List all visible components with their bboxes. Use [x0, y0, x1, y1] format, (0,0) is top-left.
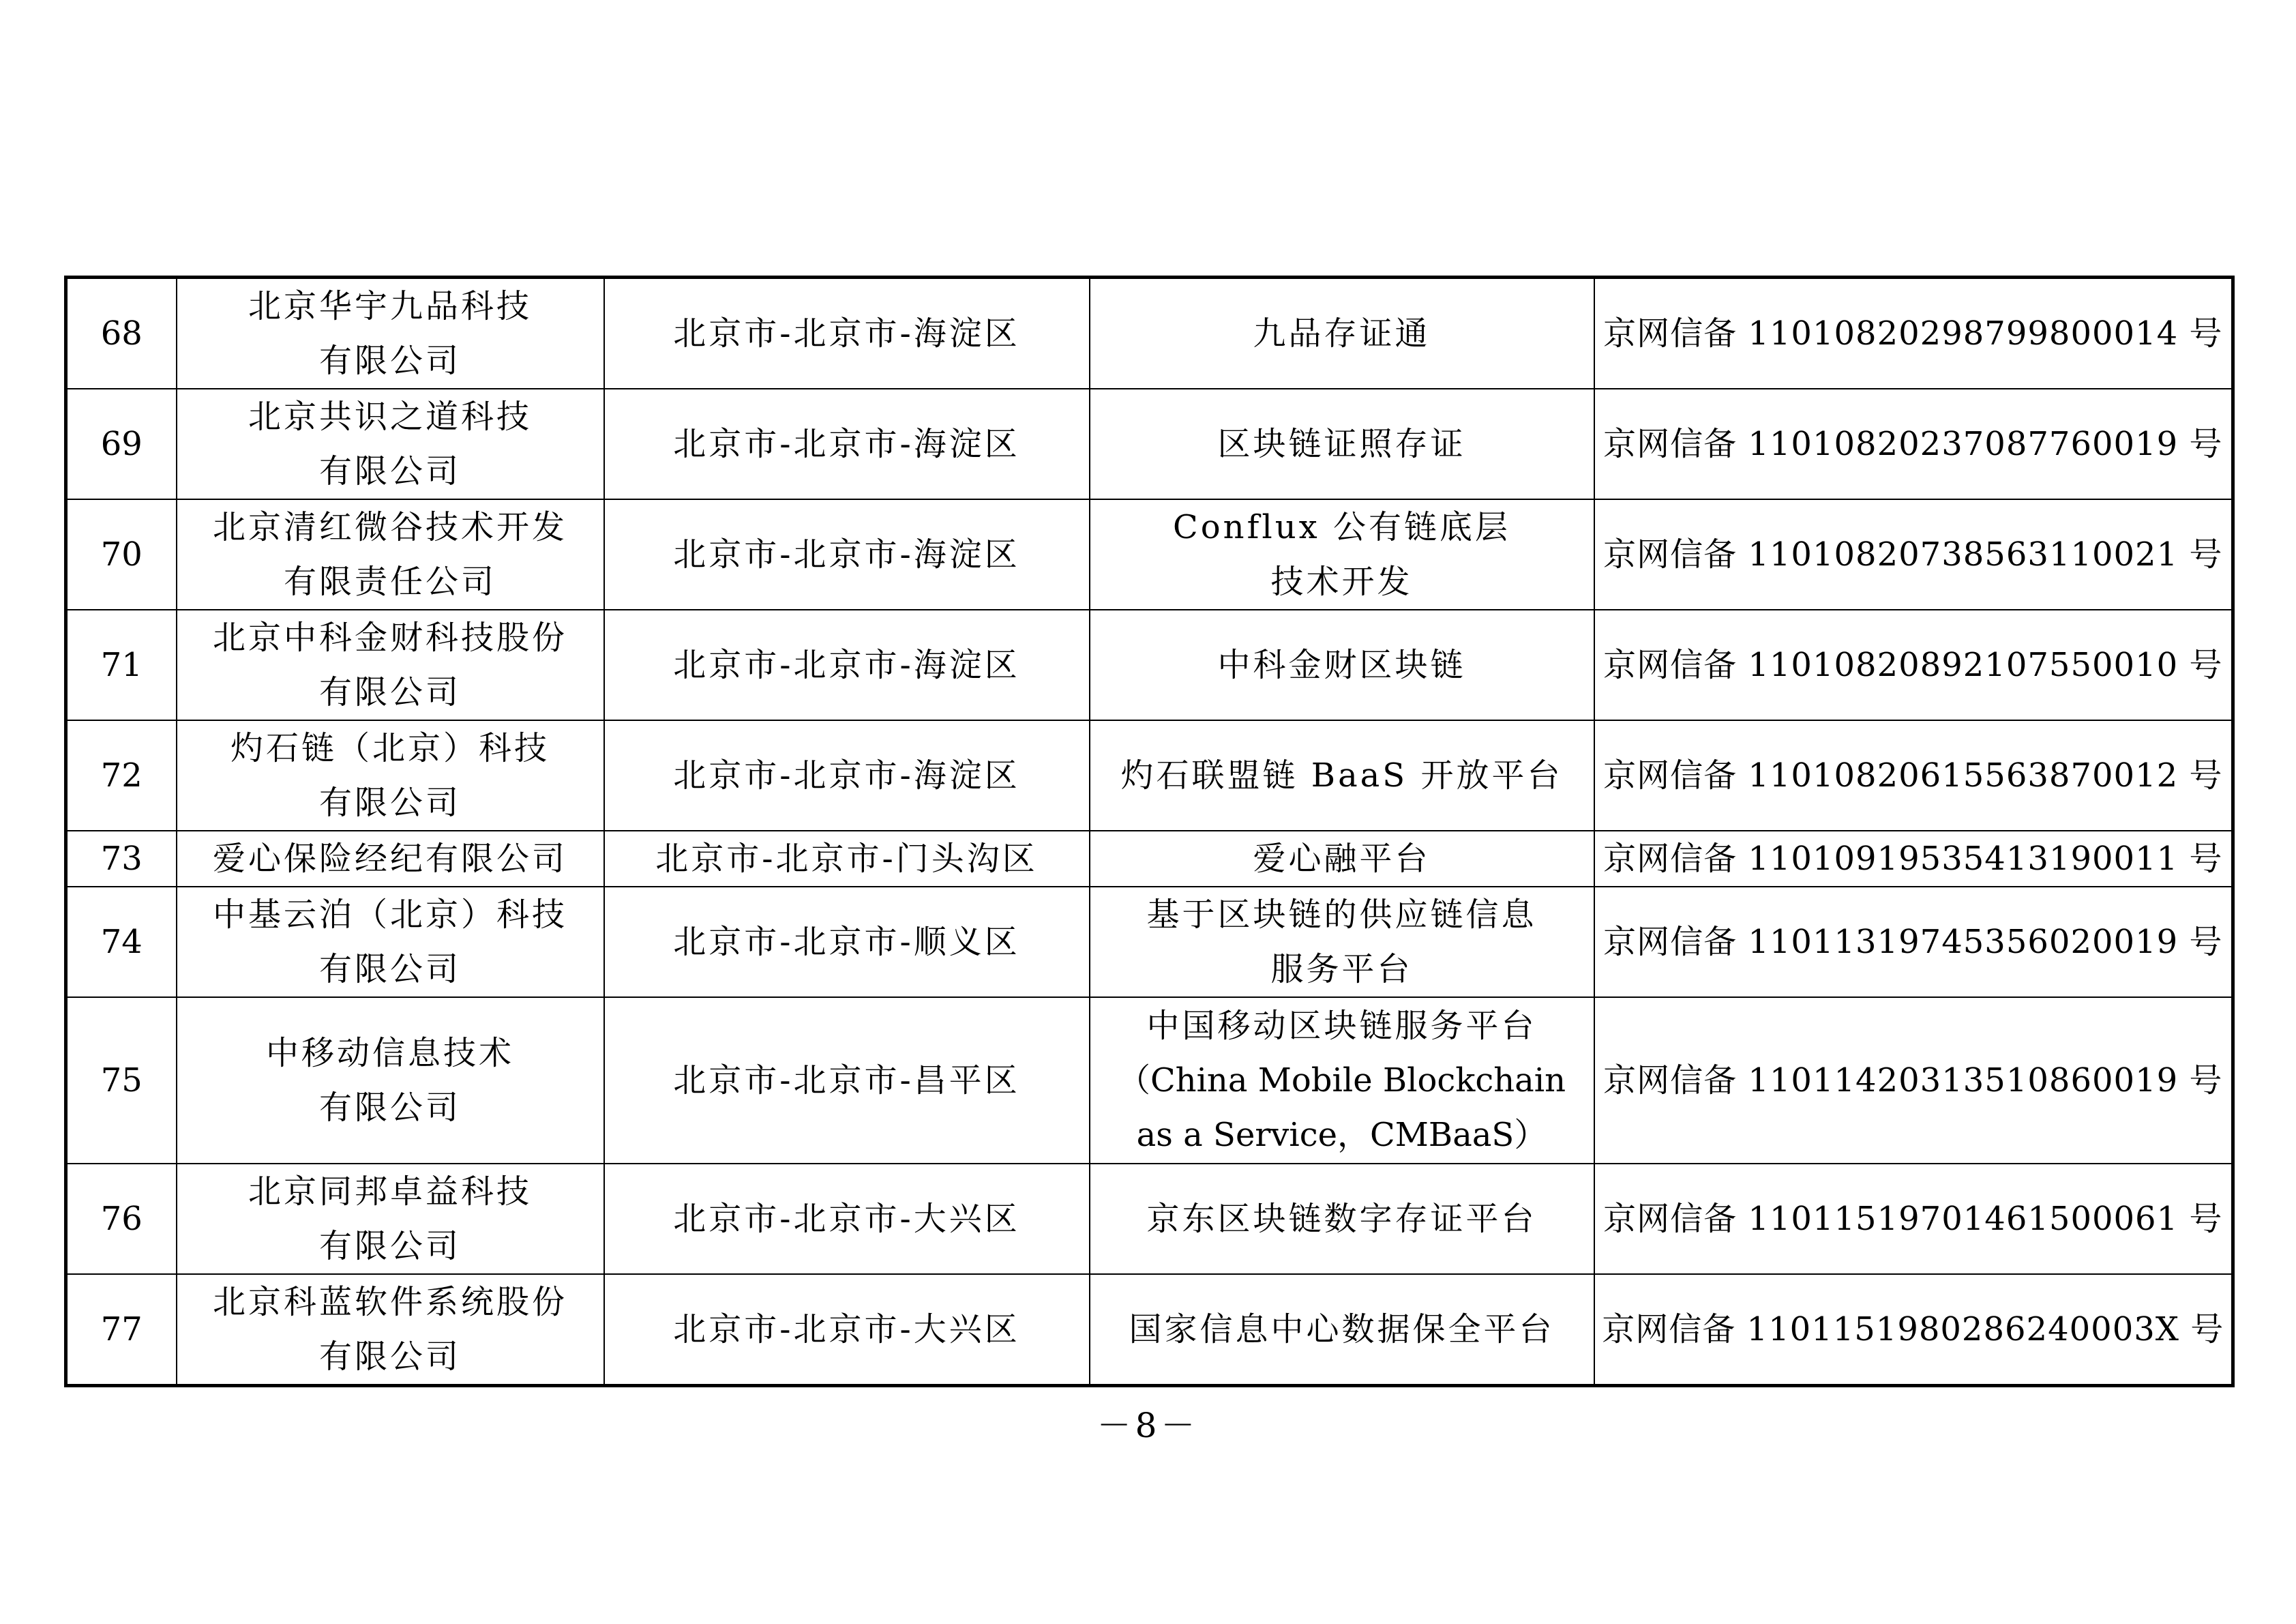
filing-number: 京网信备 11011319745356020019 号: [1594, 887, 2233, 997]
row-number: 69: [66, 389, 177, 499]
service-name: [1090, 997, 1594, 1164]
service-name-line: 灼石联盟链 BaaS 开放平台: [1120, 756, 1563, 795]
page-number: －8－: [1097, 1406, 1199, 1445]
company-name-line: 有限公司: [318, 452, 461, 490]
company-name: [177, 499, 604, 610]
company-name-line: 中基云泊（北京）科技: [212, 896, 567, 934]
company-name: [177, 278, 604, 389]
company-name-line: 有限公司: [318, 1338, 461, 1376]
service-name: [1090, 887, 1594, 997]
region: 北京市-北京市-昌平区: [604, 997, 1090, 1164]
service-name: [1090, 720, 1594, 831]
service-name: [1090, 1164, 1594, 1274]
company-name-line: 有限公司: [318, 950, 461, 988]
filing-number: 京网信备 11011519701461500061 号: [1594, 1164, 2233, 1274]
region: 北京市-北京市-门头沟区: [604, 831, 1090, 887]
service-name: [1090, 1274, 1594, 1386]
company-name: [177, 997, 604, 1164]
service-name-line: 基于区块链的供应链信息: [1146, 896, 1537, 934]
region: 北京市-北京市-海淀区: [604, 499, 1090, 610]
company-name: [177, 389, 604, 499]
region: 北京市-北京市-大兴区: [604, 1274, 1090, 1386]
service-name-line: 中国移动区块链服务平台: [1146, 1007, 1537, 1045]
company-name-line: 有限公司: [318, 342, 461, 380]
row-number: 74: [66, 887, 177, 997]
table-row: [66, 720, 2233, 831]
service-name-line: Conflux 公有链底层: [1173, 508, 1510, 546]
filing-number: 京网信备 11010820892107550010 号: [1594, 610, 2233, 720]
row-number: 72: [66, 720, 177, 831]
service-name: [1090, 389, 1594, 499]
company-name-line: 北京华宇九品科技: [248, 287, 532, 325]
blockchain-registry-table: [64, 276, 2235, 1387]
region: 北京市-北京市-顺义区: [604, 887, 1090, 997]
table-row: [66, 499, 2233, 610]
filing-number: 京网信备 11010820298799800014 号: [1594, 278, 2233, 389]
company-name-line: 灼石链（北京）科技: [230, 729, 550, 767]
service-name: [1090, 278, 1594, 389]
company-name-line: 北京同邦卓益科技: [248, 1172, 532, 1211]
row-number: 70: [66, 499, 177, 610]
service-name-line: （China Mobile Blockchain: [1117, 1061, 1566, 1099]
region: 北京市-北京市-海淀区: [604, 389, 1090, 499]
table-row: [66, 831, 2233, 887]
region: 北京市-北京市-海淀区: [604, 278, 1090, 389]
row-number: 68: [66, 278, 177, 389]
company-name: [177, 720, 604, 831]
filing-number: 京网信备 11010820237087760019 号: [1594, 389, 2233, 499]
company-name-line: 北京清红微谷技术开发: [212, 508, 567, 546]
company-name-line: 北京中科金财科技股份: [212, 619, 567, 657]
company-name-line: 有限公司: [318, 673, 461, 711]
service-name-line: 国家信息中心数据保全平台: [1129, 1310, 1555, 1348]
row-number: 71: [66, 610, 177, 720]
company-name-line: 有限责任公司: [283, 563, 496, 601]
company-name-line: 有限公司: [318, 1089, 461, 1127]
table-body: [66, 278, 2233, 1386]
service-name-line: 服务平台: [1270, 950, 1413, 988]
filing-number: 京网信备 1101151980286240003X 号: [1594, 1274, 2233, 1386]
filing-number: 京网信备 11011420313510860019 号: [1594, 997, 2233, 1164]
table-row: [66, 997, 2233, 1164]
row-number: 77: [66, 1274, 177, 1386]
company-name: [177, 1274, 604, 1386]
company-name: [177, 887, 604, 997]
company-name-line: 有限公司: [318, 784, 461, 822]
table-row: [66, 389, 2233, 499]
service-name-line: 爱心融平台: [1253, 840, 1431, 878]
company-name: [177, 831, 604, 887]
company-name-line: 北京科蓝软件系统股份: [212, 1283, 567, 1321]
table-row: [66, 278, 2233, 389]
row-number: 73: [66, 831, 177, 887]
row-number: 75: [66, 997, 177, 1164]
company-name-line: 北京共识之道科技: [248, 398, 532, 436]
service-name-line: as a Service，CMBaaS）: [1136, 1116, 1547, 1154]
service-name: [1090, 831, 1594, 887]
service-name-line: 京东区块链数字存证平台: [1146, 1200, 1537, 1238]
company-name-line: 有限公司: [318, 1227, 461, 1265]
service-name-line: 九品存证通: [1253, 314, 1431, 353]
table-row: [66, 1164, 2233, 1274]
table-row: [66, 610, 2233, 720]
company-name: [177, 610, 604, 720]
service-name: [1090, 610, 1594, 720]
company-name: [177, 1164, 604, 1274]
table-row: [66, 1274, 2233, 1386]
row-number: 76: [66, 1164, 177, 1274]
service-name-line: 中科金财区块链: [1217, 646, 1466, 684]
filing-number: 京网信备 11010820738563110021 号: [1594, 499, 2233, 610]
region: 北京市-北京市-大兴区: [604, 1164, 1090, 1274]
service-name-line: 技术开发: [1270, 563, 1413, 601]
region: 北京市-北京市-海淀区: [604, 720, 1090, 831]
service-name-line: 区块链证照存证: [1217, 425, 1466, 463]
company-name-line: 爱心保险经纪有限公司: [212, 840, 567, 878]
company-name-line: 中移动信息技术: [265, 1034, 514, 1072]
table-row: [66, 887, 2233, 997]
service-name: [1090, 499, 1594, 610]
filing-number: 京网信备 11010820615563870012 号: [1594, 720, 2233, 831]
region: 北京市-北京市-海淀区: [604, 610, 1090, 720]
filing-number: 京网信备 11010919535413190011 号: [1594, 831, 2233, 887]
